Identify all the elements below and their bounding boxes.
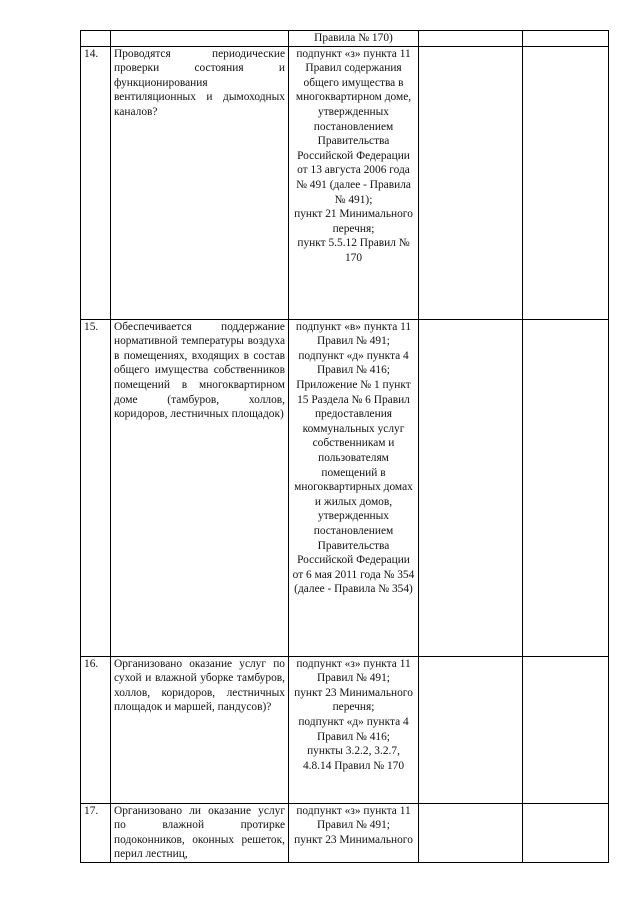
question-cell: Проводятся периодические проверки состояния и функционирования вентиляционных и дымоходных каналов?: [111, 46, 289, 319]
reference-line: пункт 23 Минимального: [294, 833, 413, 846]
reference-line: пункт 5.5.12 Правил № 170: [297, 237, 410, 264]
reference-line: Приложение № 1 пункт 15 Раздела № 6 Правил предоставления коммунальных услуг собственникам и пользователям помещений в многоквартирных домах и жилых домов, утвержденных постановлением Правительства Российской Федерации от 6 мая 2011 года № 354 (далее - Правила № 354): [292, 378, 415, 596]
question-cell: Организовано ли оказание услуг по влажной протирке подоконников, оконных решеток, перил лестниц,: [111, 803, 289, 862]
note-cell: [523, 656, 609, 803]
answer-cell: [419, 656, 523, 803]
note-cell: [523, 31, 609, 47]
question-cell: [111, 31, 289, 47]
checklist-table: [80, 30, 609, 863]
legal-reference-cell: [289, 803, 419, 862]
table-row: [81, 319, 609, 656]
reference-line: подпункт «в» пункта 11 Правил № 491;: [295, 320, 412, 348]
reference-line: подпункт «д» пункта 4 Правил № 416;: [298, 349, 409, 377]
reference-line: подпункт «д» пункта 4 Правил № 416;: [298, 715, 409, 743]
legal-reference-cell: [289, 319, 419, 656]
answer-cell: [419, 803, 523, 862]
table-row: [81, 46, 609, 319]
reference-line: подпункт «з» пункта 11 Правил № 491;: [296, 804, 411, 832]
row-number: 14.: [81, 46, 111, 319]
note-cell: [523, 46, 609, 319]
answer-cell: [419, 319, 523, 656]
note-cell: [523, 319, 609, 656]
legal-reference-cell: [289, 656, 419, 803]
legal-reference-cell: [289, 46, 419, 319]
reference-line: пункт 23 Минимального перечня;: [294, 686, 413, 714]
table-row: [81, 656, 609, 803]
reference-line: подпункт «з» пункта 11 Правил № 491;: [296, 657, 411, 685]
answer-cell: [419, 31, 523, 47]
reference-line: подпункт «з» пункта 11 Правил содержания общего имущества в многоквартирном доме, утвержденных постановлением Правительства Российской Федерации от 13 августа 2006 года № 491 (далее - Правила № 491);: [295, 47, 412, 206]
reference-line: пункт 21 Минимального перечня;: [294, 208, 413, 235]
row-number: [81, 31, 111, 47]
question-cell: Организовано оказание услуг по сухой и влажной уборке тамбуров, холлов, коридоров, лестничных площадок и маршей, пандусов)?: [111, 656, 289, 803]
table-row: [81, 803, 609, 862]
legal-reference-cell: [289, 31, 419, 47]
question-cell: Обеспечивается поддержание нормативной температуры воздуха в помещениях, входящих в состав общего имущества собственников помещений в многоквартирном доме (тамбуров, холлов, коридоров, лестничных площадок): [111, 319, 289, 656]
row-number: 16.: [81, 656, 111, 803]
row-number: 15.: [81, 319, 111, 656]
note-cell: [523, 803, 609, 862]
reference-line: Правила № 170): [314, 32, 393, 44]
row-number: 17.: [81, 803, 111, 862]
table-row: [81, 31, 609, 47]
answer-cell: [419, 46, 523, 319]
reference-line: пункты 3.2.2, 3.2.7, 4.8.14 Правил № 170: [302, 745, 405, 772]
